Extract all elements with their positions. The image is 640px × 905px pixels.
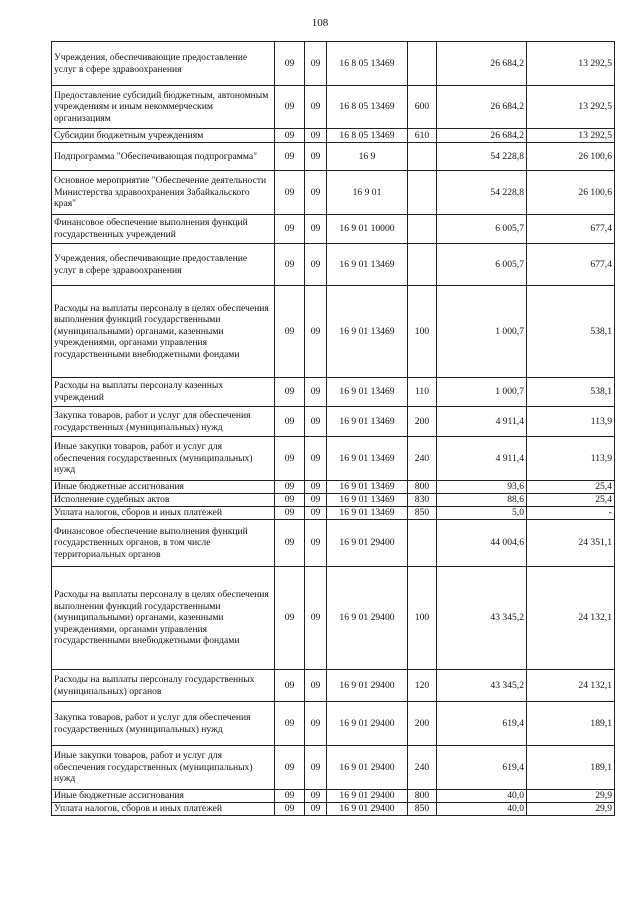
section-code-cell: 09	[275, 378, 305, 407]
subsection-code-cell: 09	[305, 567, 327, 670]
amount-actual-cell: 677,4	[527, 244, 615, 286]
amount-plan-cell: 54 228,8	[437, 143, 527, 171]
target-article-cell: 16 9 01	[327, 171, 408, 215]
section-code-cell: 09	[275, 507, 305, 520]
amount-plan-cell: 54 228,8	[437, 171, 527, 215]
table-row	[52, 507, 615, 520]
row-name-cell: Иные закупки товаров, работ и услуг для обеспечения государственных (муниципальных) нужд	[52, 437, 275, 481]
target-article-cell: 16 9 01 29400	[327, 803, 408, 816]
subsection-code-cell: 09	[305, 129, 327, 143]
row-name-cell: Уплата налогов, сборов и иных платежей	[52, 507, 275, 520]
row-name-cell: Расходы на выплаты персоналу государственных (муниципальных) органов	[52, 670, 275, 702]
amount-plan-cell: 88,6	[437, 494, 527, 507]
subsection-code-cell: 09	[305, 86, 327, 129]
row-name-cell: Иные закупки товаров, работ и услуг для обеспечения государственных (муниципальных) нужд	[52, 746, 275, 790]
expense-type-cell: 800	[408, 481, 437, 494]
amount-plan-cell: 619,4	[437, 702, 527, 746]
subsection-code-cell: 09	[305, 790, 327, 803]
section-code-cell: 09	[275, 790, 305, 803]
amount-plan-cell: 6 005,7	[437, 215, 527, 244]
amount-actual-cell: 13 292,5	[527, 42, 615, 86]
subsection-code-cell: 09	[305, 520, 327, 567]
amount-actual-cell: 24 351,1	[527, 520, 615, 567]
budget-table	[51, 41, 615, 816]
amount-plan-cell: 44 004,6	[437, 520, 527, 567]
amount-plan-cell: 26 684,2	[437, 42, 527, 86]
subsection-code-cell: 09	[305, 215, 327, 244]
table-row	[52, 481, 615, 494]
subsection-code-cell: 09	[305, 42, 327, 86]
target-article-cell: 16 9 01 13469	[327, 437, 408, 481]
section-code-cell: 09	[275, 494, 305, 507]
amount-actual-cell: 25,4	[527, 494, 615, 507]
expense-type-cell: 240	[408, 437, 437, 481]
subsection-code-cell: 09	[305, 746, 327, 790]
expense-type-cell: 800	[408, 790, 437, 803]
section-code-cell: 09	[275, 171, 305, 215]
amount-actual-cell: 26 100,6	[527, 143, 615, 171]
table-row	[52, 86, 615, 129]
amount-plan-cell: 93,6	[437, 481, 527, 494]
target-article-cell: 16 9 01 29400	[327, 670, 408, 702]
amount-actual-cell: 189,1	[527, 746, 615, 790]
amount-plan-cell: 619,4	[437, 746, 527, 790]
target-article-cell: 16 8 05 13469	[327, 86, 408, 129]
target-article-cell: 16 9 01 29400	[327, 746, 408, 790]
table-row	[52, 143, 615, 171]
subsection-code-cell: 09	[305, 143, 327, 171]
row-name-cell: Учреждения, обеспечивающие предоставление услуг в сфере здравоохранения	[52, 244, 275, 286]
target-article-cell: 16 9 01 13469	[327, 407, 408, 437]
expense-type-cell: 600	[408, 86, 437, 129]
amount-actual-cell: 538,1	[527, 378, 615, 407]
target-article-cell: 16 9 01 13469	[327, 507, 408, 520]
amount-actual-cell: 189,1	[527, 702, 615, 746]
amount-actual-cell: -	[527, 507, 615, 520]
amount-plan-cell: 4 911,4	[437, 437, 527, 481]
subsection-code-cell: 09	[305, 244, 327, 286]
target-article-cell: 16 9 01 13469	[327, 494, 408, 507]
row-name-cell: Иные бюджетные ассигнования	[52, 790, 275, 803]
row-name-cell: Учреждения, обеспечивающие предоставление услуг в сфере здравоохранения	[52, 42, 275, 86]
expense-type-cell	[408, 42, 437, 86]
table-row	[52, 803, 615, 816]
subsection-code-cell: 09	[305, 702, 327, 746]
section-code-cell: 09	[275, 481, 305, 494]
expense-type-cell: 830	[408, 494, 437, 507]
row-name-cell: Подпрограмма "Обеспечивающая подпрограмма"	[52, 143, 275, 171]
expense-type-cell: 110	[408, 378, 437, 407]
section-code-cell: 09	[275, 129, 305, 143]
table-row	[52, 244, 615, 286]
amount-plan-cell: 5,0	[437, 507, 527, 520]
table-row	[52, 42, 615, 86]
subsection-code-cell: 09	[305, 407, 327, 437]
table-row	[52, 407, 615, 437]
subsection-code-cell: 09	[305, 670, 327, 702]
table-row	[52, 670, 615, 702]
expense-type-cell: 120	[408, 670, 437, 702]
table-row	[52, 171, 615, 215]
row-name-cell: Закупка товаров, работ и услуг для обеспечения государственных (муниципальных) нужд	[52, 407, 275, 437]
expense-type-cell	[408, 171, 437, 215]
expense-type-cell: 240	[408, 746, 437, 790]
expense-type-cell	[408, 143, 437, 171]
section-code-cell: 09	[275, 437, 305, 481]
amount-actual-cell: 24 132,1	[527, 670, 615, 702]
target-article-cell: 16 9 01 13469	[327, 244, 408, 286]
table-row	[52, 567, 615, 670]
section-code-cell: 09	[275, 567, 305, 670]
subsection-code-cell: 09	[305, 437, 327, 481]
table-row	[52, 494, 615, 507]
target-article-cell: 16 9 01 13469	[327, 286, 408, 378]
amount-plan-cell: 43 345,2	[437, 567, 527, 670]
target-article-cell: 16 9	[327, 143, 408, 171]
section-code-cell: 09	[275, 86, 305, 129]
table-row	[52, 746, 615, 790]
section-code-cell: 09	[275, 746, 305, 790]
section-code-cell: 09	[275, 244, 305, 286]
subsection-code-cell: 09	[305, 171, 327, 215]
section-code-cell: 09	[275, 143, 305, 171]
row-name-cell: Расходы на выплаты персоналу в целях обеспечения выполнения функций государственными (муниципальными) органами, казенными учреждениями, органами управления государственными внебюджетными фондами	[52, 286, 275, 378]
page-number: 108	[311, 17, 329, 29]
row-name-cell: Закупка товаров, работ и услуг для обеспечения государственных (муниципальных) нужд	[52, 702, 275, 746]
target-article-cell: 16 9 01 29400	[327, 520, 408, 567]
target-article-cell: 16 9 01 13469	[327, 378, 408, 407]
expense-type-cell: 100	[408, 286, 437, 378]
target-article-cell: 16 9 01 10000	[327, 215, 408, 244]
amount-plan-cell: 4 911,4	[437, 407, 527, 437]
section-code-cell: 09	[275, 286, 305, 378]
section-code-cell: 09	[275, 42, 305, 86]
section-code-cell: 09	[275, 670, 305, 702]
amount-actual-cell: 13 292,5	[527, 86, 615, 129]
amount-actual-cell: 24 132,1	[527, 567, 615, 670]
section-code-cell: 09	[275, 215, 305, 244]
subsection-code-cell: 09	[305, 507, 327, 520]
table-row	[52, 378, 615, 407]
target-article-cell: 16 9 01 13469	[327, 481, 408, 494]
amount-actual-cell: 29,9	[527, 790, 615, 803]
target-article-cell: 16 9 01 29400	[327, 567, 408, 670]
amount-plan-cell: 40,0	[437, 790, 527, 803]
amount-plan-cell: 26 684,2	[437, 129, 527, 143]
row-name-cell: Расходы на выплаты персоналу казенных учреждений	[52, 378, 275, 407]
subsection-code-cell: 09	[305, 481, 327, 494]
table-row	[52, 437, 615, 481]
amount-actual-cell: 29,9	[527, 803, 615, 816]
row-name-cell: Иные бюджетные ассигнования	[52, 481, 275, 494]
amount-actual-cell: 677,4	[527, 215, 615, 244]
subsection-code-cell: 09	[305, 803, 327, 816]
row-name-cell: Основное мероприятие "Обеспечение деятельности Министерства здравоохранения Забайкальского края"	[52, 171, 275, 215]
expense-type-cell	[408, 520, 437, 567]
table-row	[52, 702, 615, 746]
amount-plan-cell: 40,0	[437, 803, 527, 816]
subsection-code-cell: 09	[305, 378, 327, 407]
subsection-code-cell: 09	[305, 286, 327, 378]
row-name-cell: Предоставление субсидий бюджетным, автономным учреждениям и иным некоммерческим организациям	[52, 86, 275, 129]
target-article-cell: 16 9 01 29400	[327, 702, 408, 746]
row-name-cell: Субсидии бюджетным учреждениям	[52, 129, 275, 143]
expense-type-cell: 850	[408, 507, 437, 520]
subsection-code-cell: 09	[305, 494, 327, 507]
table-row	[52, 790, 615, 803]
expense-type-cell: 610	[408, 129, 437, 143]
amount-actual-cell: 538,1	[527, 286, 615, 378]
target-article-cell: 16 9 01 29400	[327, 790, 408, 803]
amount-plan-cell: 26 684,2	[437, 86, 527, 129]
expense-type-cell: 100	[408, 567, 437, 670]
amount-actual-cell: 113,9	[527, 437, 615, 481]
table-row	[52, 520, 615, 567]
table-row	[52, 129, 615, 143]
amount-actual-cell: 113,9	[527, 407, 615, 437]
row-name-cell: Уплата налогов, сборов и иных платежей	[52, 803, 275, 816]
section-code-cell: 09	[275, 702, 305, 746]
expense-type-cell: 200	[408, 407, 437, 437]
expense-type-cell: 200	[408, 702, 437, 746]
amount-actual-cell: 25,4	[527, 481, 615, 494]
expense-type-cell	[408, 244, 437, 286]
row-name-cell: Исполнение судебных актов	[52, 494, 275, 507]
amount-actual-cell: 26 100,6	[527, 171, 615, 215]
target-article-cell: 16 8 05 13469	[327, 129, 408, 143]
section-code-cell: 09	[275, 520, 305, 567]
row-name-cell: Финансовое обеспечение выполнения функций государственных органов, в том числе территориальных органов	[52, 520, 275, 567]
amount-plan-cell: 1 000,7	[437, 286, 527, 378]
section-code-cell: 09	[275, 407, 305, 437]
table-row	[52, 286, 615, 378]
amount-actual-cell: 13 292,5	[527, 129, 615, 143]
expense-type-cell	[408, 215, 437, 244]
amount-plan-cell: 1 000,7	[437, 378, 527, 407]
row-name-cell: Расходы на выплаты персоналу в целях обеспечения выполнения функций государственными (муниципальными) органами, казенными учреждениями, органами управления государственными внебюджетными фондами	[52, 567, 275, 670]
table-body	[52, 42, 615, 816]
amount-plan-cell: 6 005,7	[437, 244, 527, 286]
table-row	[52, 215, 615, 244]
amount-plan-cell: 43 345,2	[437, 670, 527, 702]
target-article-cell: 16 8 05 13469	[327, 42, 408, 86]
row-name-cell: Финансовое обеспечение выполнения функций государственных учреждений	[52, 215, 275, 244]
section-code-cell: 09	[275, 803, 305, 816]
expense-type-cell: 850	[408, 803, 437, 816]
